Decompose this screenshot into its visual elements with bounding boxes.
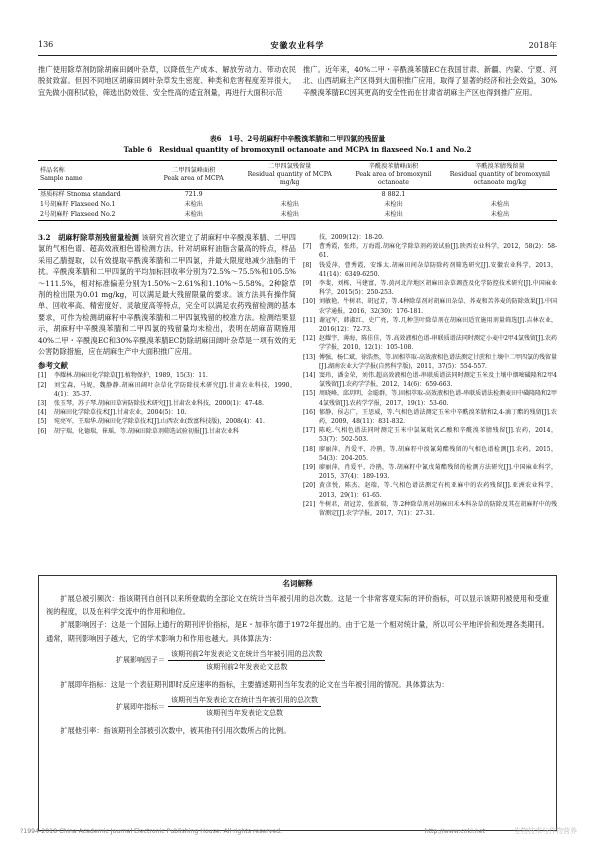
reference-item: [11] 谢冠军，韩淑红，史广亮，等.几种茎叶除草剂在胡麻田适宜施用剂量筛选[J].吉林农业，2016(12)：72-73. xyxy=(303,316,557,334)
reference-item: [6] 胡宁瑞，化德瑞，崔瑶，等.胡麻田除草剂筛选试验初报[J].甘肃农业科 xyxy=(38,427,239,435)
table-cell: 1号胡麻籽 Flaxseed No.1 xyxy=(40,201,116,208)
table-cell: 未检出 xyxy=(384,201,403,208)
table-row xyxy=(38,190,557,201)
page-number: 136 xyxy=(38,40,54,49)
section-body: 该研究首次建立了胡麻籽中辛酰溴苯腈、二甲四氯的气相色谱、超高效液相色谱检测方法。针对胡麻籽油脂含量高的特点，样品采用乙腈提取，以有效提取辛酰溴苯腈和二甲四氯，并最大限度地减少油脂的干扰。辛酰溴苯腈和二甲四氯的平均加标回收率分别为72.5%～75.5%和105.5%～111.5%，相对标准偏差分别为1.50%～2.61%和1.10%～5.58%。2种除草剂的检出限为0.01 mg/kg，可以满足最大残留限量的要求。该方法具有操作简单、回收率高、精密度好、灵敏度高等特点，完全可以满足农药残留检测的基本要求，可作为检测胡麻籽中辛酰溴苯腈和二甲四氯残留的校准方法。检测结果显示，胡麻籽中辛酰溴苯腈和二甲四氯的残留量均未检出，表明在胡麻苗期施用40%二甲・辛酰溴EC和30%辛酰溴苯腈EC防除胡麻田阔叶杂草是一项有效的无公害防除措施，应在胡麻生产中大面积推广应用。 xyxy=(38,233,296,357)
footer-url[interactable]: http://www.cnki.net xyxy=(424,828,485,835)
residue-table xyxy=(38,160,557,221)
reference-item: 技，2009(12)：18-20. xyxy=(319,234,384,241)
reference-item: [16] 郁静，侯志广，王思威，等.气相色谱法测定玉米中辛酰溴苯腈和2,4-滴丁酯的残留[J].农药，2009，48(11)：831-832. xyxy=(303,408,557,426)
reference-item: [17] 陈屹.气相色谱法同时测定玉米中氯氟吡氧乙酸和辛酰溴苯腈残留[J].农药，2014，53(7)：502-503. xyxy=(303,427,557,444)
reference-item: [15] 周晓峰，邱玥明，金聪群，等.固相萃取-高效液相色谱-串联质谱法检测麦田中磺隆隆和2甲4氯残留[J].农药学学报，2017，19(1)：53-60. xyxy=(303,390,557,407)
formula-denominator: 该期刊前2年发表论文总数 xyxy=(205,662,288,671)
table-cell xyxy=(235,190,344,201)
col-header-mcpa-area: 二甲四氯峰面积 Peak area of MCPA xyxy=(152,161,235,190)
intro-left-column: 推广使用除草剂防除胡麻田阔叶杂草，以降低生产成本、解放劳动力、带动农民脱贫致富。但因不同地区胡麻田阔叶杂草发生密度、种类和危害程度差异很大，宜先做小面积试验，筛选出防效佳、安全性高的适宜剂量，再进行大面积示范 xyxy=(38,65,296,97)
immediacy-index-formula xyxy=(116,695,549,718)
glossary-other-citation-rate: 扩展他引率：指该期刊全部被引次数中，被其他刊引用次数所占的比例。 xyxy=(60,726,291,736)
reference-item: [1] 李耀林.胡麻田化学除草[J].植物保护，1989，15(3)：11. xyxy=(38,372,208,380)
header-rule xyxy=(38,55,557,56)
table-cell: 未检出 xyxy=(344,210,443,221)
reference-item: [13] 傅强，杨仁斌，徐浩然，等.固相萃取-高效液相色谱法测定甘蔗和土壤中二甲四氯的残留量[J].湖南农业大学学报(自然科学版)，2011，37(5)：554-557. xyxy=(303,353,557,370)
formula-numerator: 该期刊当年发表论文在统计当年被引用的总次数 xyxy=(168,695,321,707)
references-list-left xyxy=(38,371,296,435)
reference-item: [20] 黄彦悦，陈杰，赵瑞，等.气相色谱法测定有机亚麻中的农药残留[J].亚洲农业科学，2013，29(1)：61-65. xyxy=(303,482,557,499)
table-cell: 2号胡麻籽 Flaxseed No.2 xyxy=(38,210,152,221)
table-cell: 未检出 xyxy=(443,210,557,221)
running-header xyxy=(38,40,557,54)
table-row xyxy=(38,210,557,221)
glossary-impact-factor: 扩展影响因子：这是一个国际上通行的期刊评价指标，是E・加菲尔德于1972年提出的。由于它是一个相对统计量，所以可公平地评价和处理各类期刊。通常，期刊影响因子越大，它的学术影响力和作用也越大。具体算法为： xyxy=(46,620,549,643)
reference-item: [2] 刘宝森，马妮，魏静静.胡麻田阔叶杂草化学防除技术研究[J].甘肃农业科技，1990，4(1)：35-37. xyxy=(38,381,296,398)
reference-item: [12] 赵耀宇，薄海，陈佳佳，等.高效液相色谱-串联质谱法同时测定小麦中2甲4氯残留[J].农药学学报，2010，12(1)：105-108. xyxy=(303,335,557,352)
table-cell: 未检出 xyxy=(235,210,344,221)
intro-right-column: 推广。近年来，40%二甲・辛酰溴苯腈EC在我国甘肃、新疆、内蒙、宁夏、河北、山西胡麻主产区得到大面积推广应用，取得了显著的经济和社会效益，30%辛酰溴苯腈EC因其更高的安全性而在甘肃省胡麻主产区也得到推广应用。 xyxy=(303,65,557,97)
table-caption-en: Table 6 Residual quantity of bromoxynil octanoate and MCPA in flaxseed No.1 and No.2 xyxy=(123,145,472,154)
formula-fraction xyxy=(168,695,321,718)
references-list-right xyxy=(303,233,557,518)
reference-item: [14] 窦玮，潘金荣，刘伟.超高效液相色谱-串联质谱法同时测定玉米及土壤中烟嘧磺隆和2甲4氯残留[J].农药学学报，2012，14(6)：659-663. xyxy=(303,372,557,389)
table-cell: 未检出 xyxy=(184,201,203,208)
table-cell: 未检出 xyxy=(490,201,510,208)
table-cell xyxy=(443,190,557,201)
table-row xyxy=(38,200,557,210)
section-3-2 xyxy=(38,232,296,357)
reference-item: [8] 钱爱萍，曹秀霞，安维太.胡麻田间杂草防除药剂筛选研究[J].安徽农业科学，2013，41(14)：6349-6250. xyxy=(303,261,557,278)
table-caption-cn: 表6 1号、2号胡麻籽中辛酰溴苯腈和二甲四氯的残留量 xyxy=(209,134,386,143)
reference-item: [9] 李斐，刘栋，马建富，等.黄河北岸地区胡麻田杂草调查及化学防控技术研究[J].中国麻业科学，2015(5)：250-253. xyxy=(303,280,557,297)
references-heading: 参考文献 xyxy=(38,361,68,371)
journal-name: 安徽农业科学 xyxy=(270,40,325,50)
formula-label: 扩展即年指标＝ xyxy=(116,702,165,711)
reference-item: [4] 胡麻田化学除草技术[J].甘肃农业，2004(5)：10. xyxy=(38,409,187,417)
watermark: 生物技术与作物营养 xyxy=(514,827,577,835)
table-cell: 721.9 xyxy=(184,191,203,198)
glossary-title: 名词解释 xyxy=(282,579,313,588)
reference-item: [5] 宛亮军，王瑞华.胡麻田化学除草技术[J].山西农业(致富科技版)，2008(4)：41. xyxy=(38,418,265,426)
col-header-bromoxynil-area: 辛酰溴苯腈峰面积 Peak area of bromoxynil octanoate xyxy=(344,161,443,190)
formula-denominator: 该期刊当年发表论文总数 xyxy=(206,709,283,718)
copyright-notice: ?1994-2018 China Academic Journal Electronic Publishing House. All rights reserved. xyxy=(20,828,283,835)
col-header-bromoxynil-residue: 辛酰溴苯腈残留量 Residual quantity of bromoxynil octanoate mg/kg xyxy=(443,161,557,190)
table-cell: 未检出 xyxy=(280,201,299,208)
reference-item: [10] 刘敏艳，牛树君，胡冠芳，等.4种除草剂对胡麻田杂草、荞麦和苦荞麦的防除效果[J].中国农学通报，2016，32(30)：176-181. xyxy=(303,298,557,315)
reference-item: [21] 牛树君，胡冠芳，张新瑞，等.2种除草剂对胡麻田禾本科杂草的防除及其在胡麻籽中的残留测定[J].农学学报，2017，7(1)：27-31. xyxy=(303,500,557,518)
table-header-row xyxy=(38,161,557,190)
glossary-immediacy-index: 扩展即年指标：这是一个表征期刊即时反应速率的指标，主要描述期刊当年发表的论文在当年被引用的情况。具体算法为： xyxy=(60,679,449,689)
glossary-total-citations: 扩展总被引频次：指该期刊自创刊以来所登载的全部论文在统计当年被引用的总次数。这是一个非常客观实际的评价指标，可以显示该期刊被使用和受重视的程度，以及在科学交流中的作用和地位。 xyxy=(46,594,549,617)
formula-numerator: 该期刊前2年发表论文在统计当年被引用的总次数 xyxy=(168,649,325,661)
reference-item: [7] 曹秀霞，张炜，万海霞.胡麻化学除草剂药效试验[J].陕西农业科学，2012，58(2)：58-61. xyxy=(303,243,557,260)
formula-fraction xyxy=(168,649,325,672)
table-cell: 未检出 xyxy=(152,210,235,221)
col-header-mcpa-residue: 二甲四氯残留量 Residual quantity of MCPA mg/kg xyxy=(235,161,344,190)
table-cell: 8 882.1 xyxy=(381,191,406,198)
impact-factor-formula xyxy=(116,649,549,672)
table-cell: 基质标样 Stnoma standard xyxy=(40,191,121,198)
reference-item: [19] 廖丽萍，肖爱平，冷鹃，等.胡麻籽中氰戊菊酯残留的检测方法研究[J].中国麻业科学，2015，37(4)：189-193. xyxy=(303,464,557,481)
glossary-content xyxy=(46,592,549,737)
left-column-body xyxy=(38,232,296,436)
formula-label: 扩展影响因子＝ xyxy=(116,656,165,665)
reference-item: [18] 廖丽萍，肖爱平，冷鹃，等.胡麻籽中溴氰菊酯残留的气相色谱检测[J].农药，2015，54(3)：204-205. xyxy=(303,445,557,462)
section-heading: 3.2 胡麻籽除草剂残留量检测 xyxy=(38,233,140,242)
journal-year: 2018年 xyxy=(528,41,557,50)
reference-item: [3] 张玉琴，苏子琴.胡麻田草害防除技术研究[J].甘肃农业科技，2000(1)：47-48. xyxy=(38,400,264,408)
col-header-sample: 样品名称 Sample name xyxy=(38,161,152,190)
